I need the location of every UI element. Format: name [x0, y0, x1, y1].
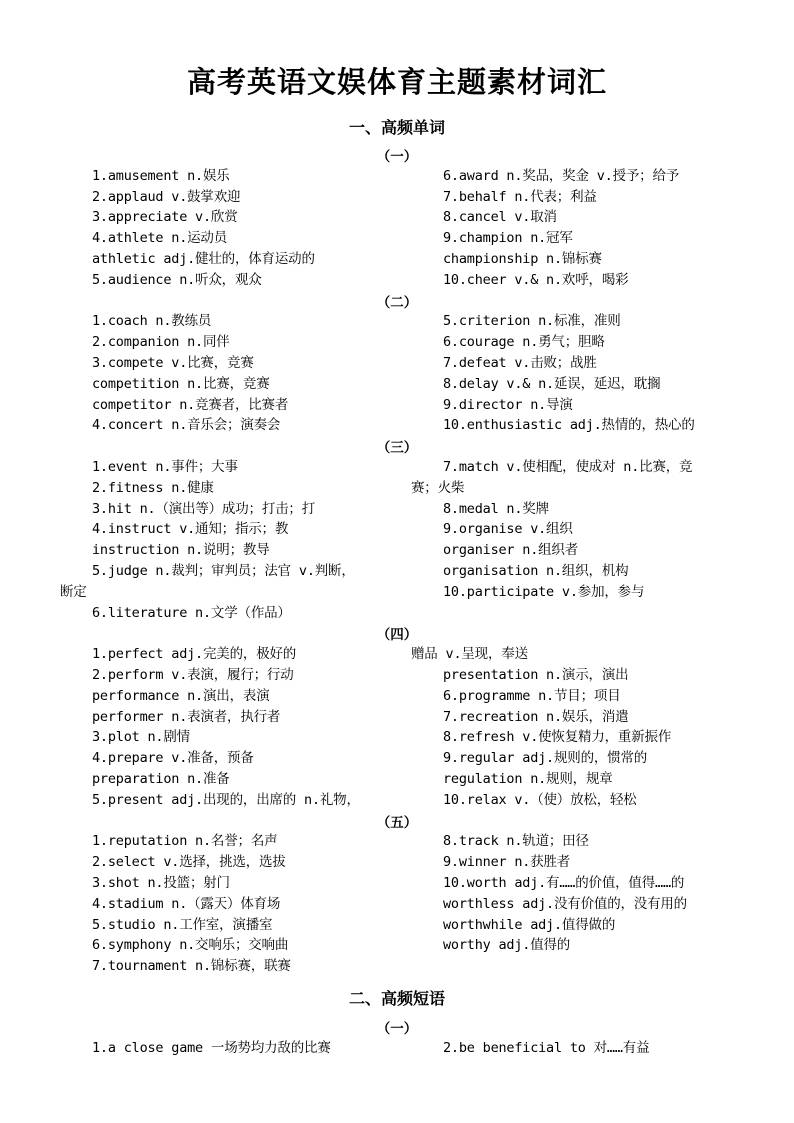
- vocab-entry-left: 7.tournament n.锦标赛，联赛: [92, 958, 291, 975]
- document-title: 高考英语文娱体育主题素材词汇: [186, 65, 607, 99]
- vocab-entry-left: 3.compete v.比赛，竞赛: [92, 355, 254, 371]
- vocab-entry-right: 5.criterion n.标准，准则: [443, 313, 621, 330]
- vocab-entry-left: 5.studio n.工作室，演播室: [92, 916, 273, 933]
- vocab-entry-right: 6.award n.奖品，奖金 v.授予；给予: [443, 167, 680, 184]
- vocab-entry-left: 2.companion n.同伴: [92, 334, 230, 351]
- vocab-entry-right: 9.winner n.获胜者: [443, 854, 571, 871]
- vocab-entry-left: 断定: [60, 583, 87, 600]
- section-heading: 二、高频短语: [348, 989, 445, 1008]
- vocab-entry-right: 2.be beneficial to 对……有益: [443, 1039, 650, 1056]
- group-label: （一）: [376, 149, 418, 165]
- vocab-entry-right: 8.track n.轨道；田径: [443, 833, 589, 850]
- vocab-entry-left: 1.event n.事件；大事: [92, 459, 238, 475]
- vocab-entry-right: 赛；火柴: [411, 479, 465, 496]
- vocab-entry-left: performer n.表演者，执行者: [92, 708, 281, 725]
- vocab-entry-left: athletic adj.健壮的，体育运动的: [92, 251, 315, 267]
- group-label: （五）: [376, 814, 418, 831]
- vocab-entry-left: 6.literature n.文学（作品）: [92, 604, 291, 621]
- vocab-entry-left: 6.symphony n.交响乐；交响曲: [92, 937, 289, 954]
- vocab-entry-left: 4.instruct v.通知；指示；教: [92, 521, 289, 538]
- vocab-entry-right: worthless adj.没有价值的，没有用的: [443, 895, 687, 912]
- section-heading: 一、高频单词: [348, 118, 445, 137]
- vocab-entry-right: 7.match v.使相配，使成对 n.比赛，竞: [443, 459, 693, 475]
- vocab-entry-left: 4.prepare v.准备，预备: [92, 750, 254, 767]
- vocab-entry-right: 8.refresh v.使恢复精力，重新振作: [443, 729, 672, 746]
- vocab-entry-right: 9.regular adj.规则的，惯常的: [443, 750, 648, 767]
- group-label: （四）: [376, 627, 418, 644]
- vocab-entry-right: 9.champion n.冠军: [443, 230, 573, 247]
- group-label: （一）: [376, 1021, 418, 1037]
- vocab-entry-left: 2.applaud v.鼓掌欢迎: [92, 188, 241, 205]
- vocab-entry-right: 9.organise v.组织: [443, 521, 573, 538]
- vocab-entry-right: 6.programme n.节目；项目: [443, 687, 621, 704]
- vocab-entry-right: 6.courage n.勇气；胆略: [443, 334, 605, 351]
- vocab-entry-right: presentation n.演示，演出: [443, 667, 629, 683]
- vocab-entry-left: 3.appreciate v.欣赏: [92, 209, 238, 226]
- vocab-entry-left: 2.perform v.表演，履行；行动: [92, 667, 294, 683]
- vocab-entry-left: preparation n.准备: [92, 771, 230, 787]
- vocab-entry-right: 10.cheer v.& n.欢呼，喝彩: [443, 271, 629, 288]
- vocab-entry-right: regulation n.规则，规章: [443, 771, 613, 787]
- vocab-entry-left: 1.amusement n.娱乐: [92, 167, 230, 184]
- vocab-entry-right: 7.recreation n.娱乐，消遣: [443, 708, 629, 725]
- vocab-entry-left: 3.plot n.剧情: [92, 729, 190, 746]
- vocab-entry-right: worthwhile adj.值得做的: [443, 916, 616, 933]
- vocab-entry-left: competition n.比赛，竞赛: [92, 375, 270, 392]
- vocab-entry-left: performance n.演出，表演: [92, 687, 270, 704]
- vocab-entry-right: 10.participate v.参加，参与: [443, 583, 645, 600]
- vocab-entry-right: 赠品 v.呈现，奉送: [411, 646, 528, 663]
- vocab-entry-left: 1.a close game 一场势均力敌的比赛: [92, 1039, 331, 1056]
- vocab-entry-left: 3.shot n.投篮；射门: [92, 875, 230, 891]
- vocab-entry-right: 10.worth adj.有……的价值，值得……的: [443, 875, 685, 891]
- vocab-entry-right: 8.delay v.& n.延误，延迟，耽搁: [443, 375, 661, 392]
- vocab-entry-right: organisation n.组织，机构: [443, 563, 629, 579]
- vocab-entry-right: 9.director n.导演: [443, 396, 573, 413]
- vocab-entry-right: 7.behalf n.代表；利益: [443, 188, 597, 205]
- vocab-entry-left: competitor n.竞赛者，比赛者: [92, 396, 289, 413]
- vocab-entry-left: 5.present adj.出现的，出席的 n.礼物，: [92, 791, 360, 808]
- vocab-entry-left: 4.concert n.音乐会；演奏会: [92, 417, 281, 434]
- vocab-entry-left: 2.select v.选择，挑选，选拔: [92, 854, 286, 871]
- vocab-entry-right: 8.medal n.奖牌: [443, 500, 549, 517]
- vocab-entry-left: 1.coach n.教练员: [92, 313, 212, 330]
- vocab-entry-right: 10.relax v.（使）放松，轻松: [443, 791, 637, 808]
- vocab-entry-left: 1.reputation n.名誉；名声: [92, 833, 278, 850]
- vocab-entry-left: 3.hit n.（演出等）成功；打击；打: [92, 500, 316, 517]
- group-label: （三）: [376, 440, 418, 457]
- vocab-entry-right: 8.cancel v.取消: [443, 209, 557, 226]
- vocab-entry-right: worthy adj.值得的: [443, 937, 571, 954]
- vocab-entry-right: 7.defeat v.击败；战胜: [443, 355, 597, 371]
- group-label: （二）: [376, 294, 418, 311]
- vocab-entry-left: 4.stadium n.（露天）体育场: [92, 895, 281, 912]
- vocab-entry-right: championship n.锦标赛: [443, 251, 602, 267]
- vocab-entry-left: 5.audience n.听众，观众: [92, 271, 262, 288]
- vocab-entry-left: 5.judge n.裁判；审判员；法官 v.判断，: [92, 563, 355, 579]
- vocab-entry-right: 10.enthusiastic adj.热情的，热心的: [443, 417, 695, 434]
- vocab-entry-left: 2.fitness n.健康: [92, 479, 214, 496]
- vocab-entry-left: 4.athlete n.运动员: [92, 230, 228, 247]
- vocab-entry-left: instruction n.说明；教导: [92, 542, 270, 559]
- vocab-entry-left: 1.perfect adj.完美的，极好的: [92, 646, 297, 663]
- vocab-entry-right: organiser n.组织者: [443, 542, 579, 559]
